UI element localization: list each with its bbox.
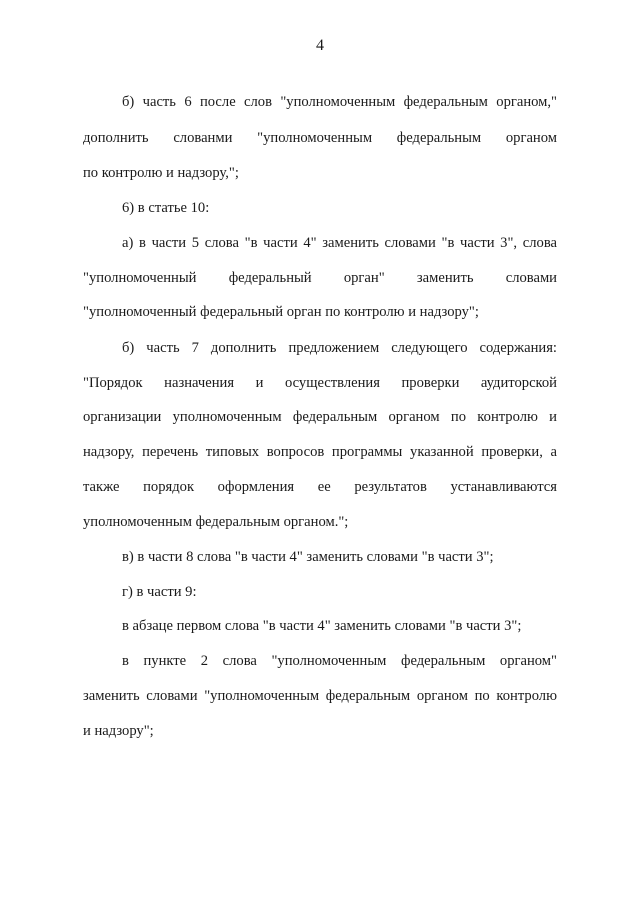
text-line-10: организации уполномоченным федеральным органом по контролю и [83, 409, 557, 425]
text-line-19: и надзору"; [83, 723, 154, 739]
text-line-15: г) в части 9: [122, 584, 197, 600]
text-line-9: "Порядок назначения и осуществления проверки аудиторской [83, 375, 557, 391]
text-line-5: а) в части 5 слова "в части 4" заменить словами "в части 3", слова [122, 235, 557, 251]
page-number: 4 [316, 37, 324, 54]
text-line-13: уполномоченным федеральным органом."; [83, 514, 349, 530]
text-line-18: заменить словами "уполномоченным федеральным органом по контролю [83, 688, 557, 704]
text-line-1: б) часть 6 после слов "уполномоченным федеральным органом," [122, 94, 557, 110]
text-line-17: в пункте 2 слова "уполномоченным федеральным органом" [122, 653, 557, 669]
text-line-12: также порядок оформления ее результатов устанавливаются [83, 479, 557, 495]
text-line-4: 6) в статье 10: [122, 200, 210, 216]
text-line-3: по контролю и надзору,"; [83, 165, 239, 181]
text-line-16: в абзаце первом слова "в части 4" заменить словами "в части 3"; [122, 618, 522, 634]
text-line-7: "уполномоченный федеральный орган по контролю и надзору"; [83, 304, 479, 320]
text-line-14: в) в части 8 слова "в части 4" заменить словами "в части 3"; [122, 549, 494, 565]
text-line-8: б) часть 7 дополнить предложением следующего содержания: [122, 340, 557, 356]
text-line-2: дополнить слованми "уполномоченным федеральным органом [83, 130, 557, 146]
text-line-6: "уполномоченный федеральный орган" заменить словами [83, 270, 557, 286]
text-line-11: надзору, перечень типовых вопросов программы указанной проверки, а [83, 444, 557, 460]
